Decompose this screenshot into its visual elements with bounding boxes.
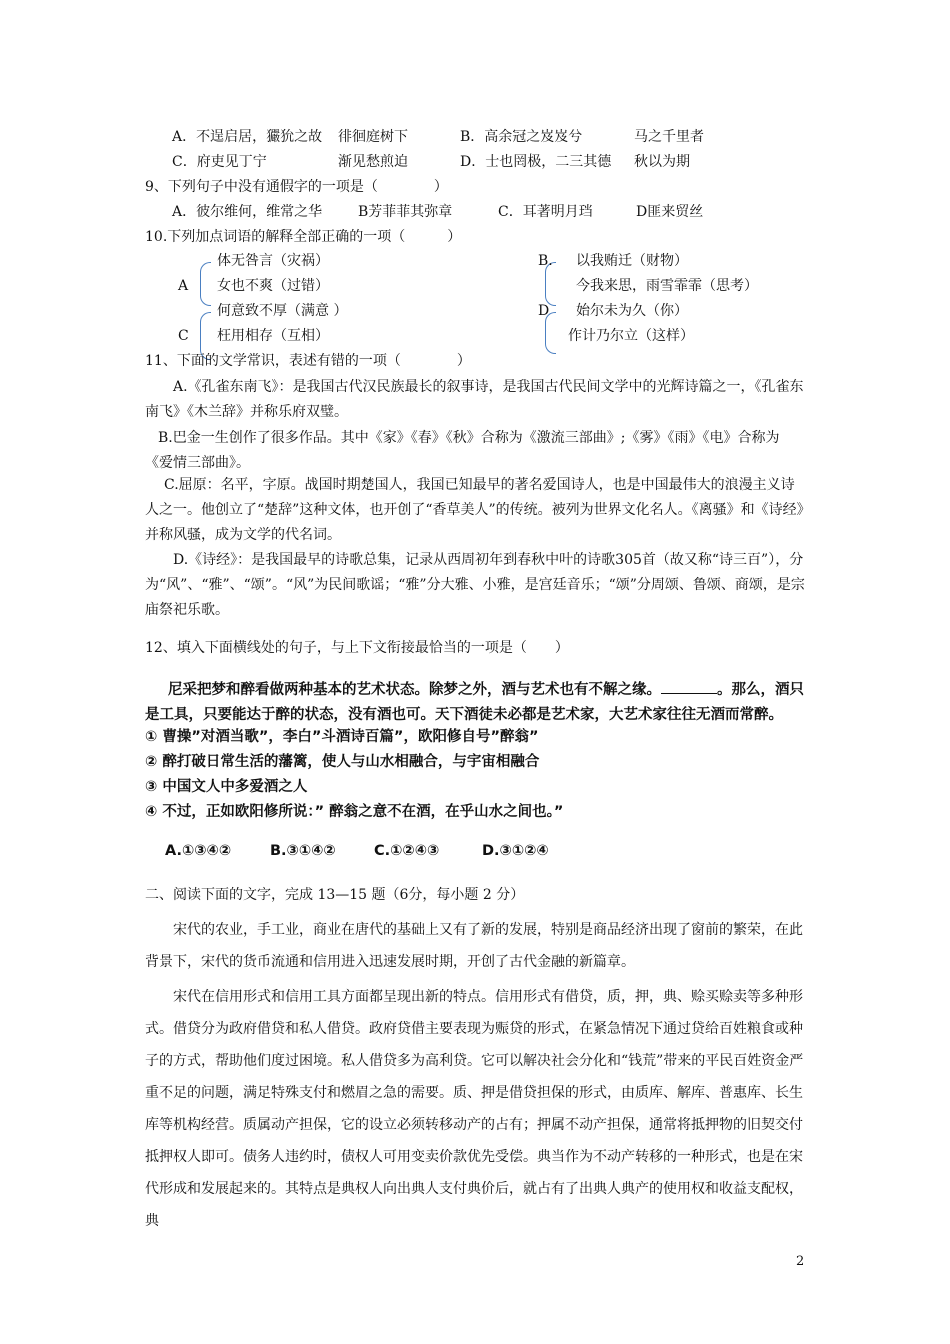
q10-option-d-1: 始尔未为久（你）	[576, 303, 688, 319]
q12-stem: 12、填入下面横线处的句子，与上下文衔接最恰当的一项是（ ）	[145, 640, 569, 656]
q12-sentence-2: ② 醉打破日常生活的藩篱，使人与山水相融合，与宇宙相融合	[145, 754, 540, 770]
q10-option-a-2: 女也不爽（过错）	[217, 278, 329, 294]
q10-option-b-2: 今我来思，雨雪霏霏（思考）	[576, 278, 758, 294]
q11-option-d: D.《诗经》：是我国最早的诗歌总集，记录从西周初年到春秋中叶的诗歌305首（故又称“诗三百”），分为“风”、“雅”、“颂”。“风”为民间歌谣；“雅”分大雅、小雅，是宫廷音乐；“颂”分周颂、鲁颂、商颂，是宗庙祭祀乐歌。	[145, 552, 805, 618]
q8-option-b: B．高余冠之岌岌兮	[460, 129, 583, 145]
q11-stem: 11、下面的文学常识，表述有错的一项（ ）	[145, 353, 471, 369]
q11-option-a: A.《孔雀东南飞》：是我国古代汉民族最长的叙事诗，是我国古代民间文学中的光辉诗篇之一，《孔雀东南飞》《木兰辞》并称乐府双璧。	[145, 379, 804, 420]
q10-label-b: B.	[538, 253, 553, 269]
q12-option-d: D.③①②④	[482, 843, 549, 859]
section2-paragraph-1: 宋代的农业，手工业，商业在唐代的基础上又有了新的发展，特别是商品经济出现了窗前的繁荣，在此背景下，宋代的货币流通和信用进入迅速发展时期，开创了古代金融的新篇章。	[145, 922, 803, 970]
q10-label-a: A	[178, 278, 189, 294]
q11-option-c: C.屈原：名平，字原。战国时期楚国人，我国已知最早的著名爱国诗人，也是中国最伟大的浪漫主义诗人之一。他创立了“楚辞”这种文体，也开创了“香草美人”的传统。被列为世界文化名人。《离骚》和《诗经》并称风骚，成为文学的代名词。	[145, 477, 804, 543]
q9-option-b: B芳菲菲其弥章	[358, 204, 453, 220]
q12-passage-after: 。那么，酒只是工具，只要能达于醉的状态，没有酒也可。天下酒徒未必都是艺术家，大艺术家往往无酒而常醉。	[145, 682, 804, 723]
q8-option-a: A．不逞启居，玁狁之故	[172, 129, 323, 145]
q10-label-d: D	[538, 303, 550, 319]
q11-option-b: B.巴金一生创作了很多作品。其中《家》《春》《秋》合称为《激流三部曲》;《雾》《雨》《电》合称为《爱情三部曲》。	[145, 430, 780, 471]
q9-option-c: C．耳著明月珰	[498, 204, 593, 220]
q12-sentence-1: ① 曹操”对酒当歌”，李白”斗酒诗百篇”，欧阳修自号”醉翁”	[145, 729, 539, 745]
q12-sentence-4: ④ 不过，正如欧阳修所说：” 醉翁之意不在酒，在乎山水之间也。”	[145, 804, 564, 820]
q8-option-c-part2: 渐见愁煎迫	[338, 154, 408, 170]
q10-brace-a	[200, 262, 211, 306]
q8-option-c: C．府吏见丁宁	[172, 154, 267, 170]
section2-paragraph-2: 宋代在信用形式和信用工具方面都呈现出新的特点。信用形式有借贷，质，押，典、赊买赊卖等多种形式。借贷分为政府借贷和私人借贷。政府贷借主要表现为赈贷的形式，在紧急情况下通过贷给百姓粮食或种子的方式，帮助他们度过困境。私人借贷多为高利贷。它可以解决社会分化和“钱荒”带来的平民百姓资金严重不足的问题，满足特殊支付和燃眉之急的需要。质、押是借贷担保的形式，由质库、解库、普惠库、长生库等机构经营。质属动产担保，它的设立必须转移动产的占有；押属不动产担保，通常将抵押物的旧契交付抵押权人即可。债务人违约时，债权人可用变卖价款优先受偿。典当作为不动产转移的一种形式，也是在宋代形成和发展起来的。其特点是典权人向出典人支付典价后，就占有了出典人典产的使用权和收益支配权，典	[145, 989, 804, 1229]
q10-option-c-2: 枉用相存（互相）	[217, 328, 329, 344]
q10-option-c-1: 何意致不厚（满意 ）	[217, 303, 348, 319]
q10-option-d-2: 作计乃尔立（这样）	[568, 328, 694, 344]
q12-option-b: B.③①④②	[270, 843, 336, 859]
q8-option-b-part2: 马之千里者	[634, 129, 704, 145]
q10-label-c: C	[178, 328, 189, 344]
q12-passage-before: 尼采把梦和醉看做两种基本的艺术状态。除梦之外，酒与艺术也有不解之缘。	[168, 682, 661, 698]
q10-stem: 10.下列加点词语的解释全部正确的一项（ ）	[145, 229, 462, 245]
q8-option-d: D．士也罔极，二三其德	[460, 154, 612, 170]
page-number: 2	[796, 1254, 805, 1269]
q10-option-a-1: 体无咎言（灾祸）	[217, 253, 329, 269]
q8-option-d-part2: 秋以为期	[634, 154, 690, 170]
q12-option-a: A.①③④②	[165, 843, 232, 859]
q9-option-a: A．彼尔维何，维常之华	[172, 204, 323, 220]
q12-blank	[661, 679, 717, 694]
q10-option-b-1: 以我贿迁（财物）	[576, 253, 688, 269]
q9-stem: 9、下列句子中没有通假字的一项是（ ）	[145, 179, 448, 195]
q8-option-a-part2: 徘徊庭树下	[338, 129, 408, 145]
q12-option-c: C.①②④③	[374, 843, 440, 859]
q12-sentence-3: ③ 中国文人中多爱酒之人	[145, 779, 308, 795]
q12-passage	[145, 678, 807, 728]
section2-heading: 二、阅读下面的文字，完成 13—15 题（6分，每小题 2 分）	[145, 887, 525, 903]
q9-option-d: D匪来贸丝	[636, 204, 704, 220]
